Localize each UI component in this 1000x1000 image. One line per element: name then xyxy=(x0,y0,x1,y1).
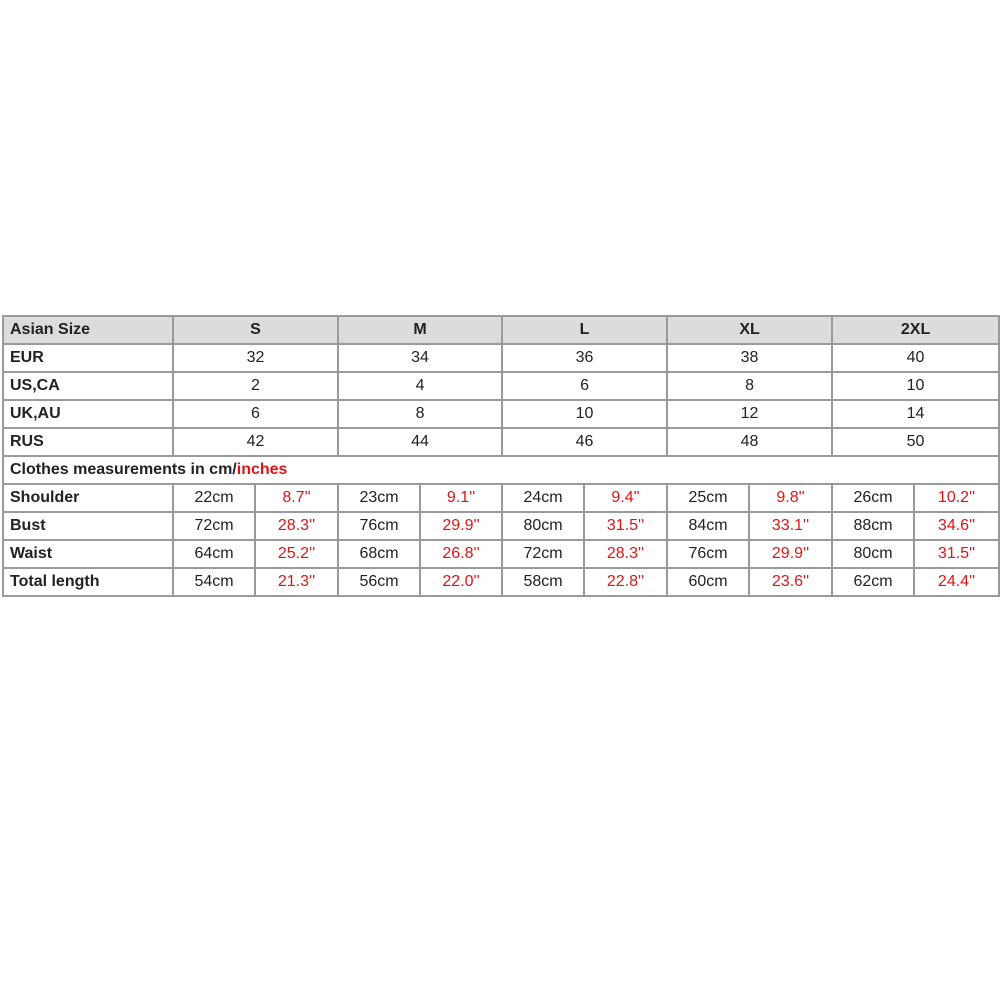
measurement-inch-cell: 25.2'' xyxy=(255,540,338,568)
measurement-row-waist xyxy=(3,540,999,568)
section-title-prefix: Clothes measurements in cm/ xyxy=(10,461,237,478)
conversion-cell: 46 xyxy=(502,428,667,456)
measurement-inch-cell: 31.5'' xyxy=(584,512,667,540)
measurement-cm-cell: 76cm xyxy=(338,512,420,540)
measurement-cm-cell: 26cm xyxy=(832,484,914,512)
conversion-row-eur xyxy=(3,344,999,372)
measurement-cm-cell: 62cm xyxy=(832,568,914,596)
measurement-inch-cell: 22.8'' xyxy=(584,568,667,596)
conversion-cell: 8 xyxy=(667,372,832,400)
measurement-inch-cell: 22.0'' xyxy=(420,568,502,596)
conversion-cell: 48 xyxy=(667,428,832,456)
size-chart-table xyxy=(2,315,1000,597)
measurement-row-label: Bust xyxy=(3,512,173,540)
conversion-cell: 2 xyxy=(173,372,338,400)
conversion-cell: 6 xyxy=(502,372,667,400)
measurement-inch-cell: 8.7'' xyxy=(255,484,338,512)
size-header-m: M xyxy=(338,316,502,344)
conversion-cell: 34 xyxy=(338,344,502,372)
measurement-cm-cell: 58cm xyxy=(502,568,584,596)
measurement-inch-cell: 24.4'' xyxy=(914,568,999,596)
measurement-inch-cell: 21.3'' xyxy=(255,568,338,596)
measurement-inch-cell: 33.1'' xyxy=(749,512,832,540)
conversion-cell: 32 xyxy=(173,344,338,372)
conversion-cell: 38 xyxy=(667,344,832,372)
size-header-l: L xyxy=(502,316,667,344)
measurement-cm-cell: 23cm xyxy=(338,484,420,512)
measurement-cm-cell: 72cm xyxy=(173,512,255,540)
size-header-xl: XL xyxy=(667,316,832,344)
measurements-section-title xyxy=(3,456,999,484)
conversion-cell: 42 xyxy=(173,428,338,456)
measurement-cm-cell: 24cm xyxy=(502,484,584,512)
measurement-inch-cell: 10.2'' xyxy=(914,484,999,512)
measurement-inch-cell: 28.3'' xyxy=(255,512,338,540)
size-header-label: Asian Size xyxy=(3,316,173,344)
size-header-2xl: 2XL xyxy=(832,316,999,344)
measurement-cm-cell: 68cm xyxy=(338,540,420,568)
measurement-cm-cell: 56cm xyxy=(338,568,420,596)
measurement-inch-cell: 9.8'' xyxy=(749,484,832,512)
conversion-cell: 40 xyxy=(832,344,999,372)
conversion-cell: 44 xyxy=(338,428,502,456)
conversion-cell: 10 xyxy=(832,372,999,400)
measurement-cm-cell: 80cm xyxy=(502,512,584,540)
conversion-row-label: EUR xyxy=(3,344,173,372)
conversion-row-label: RUS xyxy=(3,428,173,456)
measurement-row-shoulder xyxy=(3,484,999,512)
conversion-cell: 8 xyxy=(338,400,502,428)
measurement-inch-cell: 28.3'' xyxy=(584,540,667,568)
conversion-row-label: US,CA xyxy=(3,372,173,400)
measurement-inch-cell: 23.6'' xyxy=(749,568,832,596)
size-header-row xyxy=(3,316,999,344)
conversion-cell: 6 xyxy=(173,400,338,428)
measurement-cm-cell: 80cm xyxy=(832,540,914,568)
conversion-cell: 4 xyxy=(338,372,502,400)
conversion-row-rus xyxy=(3,428,999,456)
measurement-inch-cell: 9.1'' xyxy=(420,484,502,512)
measurement-row-label: Waist xyxy=(3,540,173,568)
conversion-cell: 14 xyxy=(832,400,999,428)
measurement-inch-cell: 29.9'' xyxy=(420,512,502,540)
measurement-inch-cell: 29.9'' xyxy=(749,540,832,568)
measurement-cm-cell: 25cm xyxy=(667,484,749,512)
measurement-row-label: Shoulder xyxy=(3,484,173,512)
conversion-cell: 10 xyxy=(502,400,667,428)
conversion-cell: 50 xyxy=(832,428,999,456)
conversion-cell: 36 xyxy=(502,344,667,372)
measurement-cm-cell: 72cm xyxy=(502,540,584,568)
measurement-inch-cell: 26.8'' xyxy=(420,540,502,568)
measurement-cm-cell: 84cm xyxy=(667,512,749,540)
conversion-cell: 12 xyxy=(667,400,832,428)
measurement-inch-cell: 31.5'' xyxy=(914,540,999,568)
conversion-row-label: UK,AU xyxy=(3,400,173,428)
measurement-cm-cell: 60cm xyxy=(667,568,749,596)
measurement-row-total-length xyxy=(3,568,999,596)
conversion-row-us-ca xyxy=(3,372,999,400)
measurement-cm-cell: 54cm xyxy=(173,568,255,596)
measurement-inch-cell: 9.4'' xyxy=(584,484,667,512)
measurement-cm-cell: 64cm xyxy=(173,540,255,568)
measurement-row-label: Total length xyxy=(3,568,173,596)
measurement-cm-cell: 22cm xyxy=(173,484,255,512)
size-header-s: S xyxy=(173,316,338,344)
conversion-row-uk-au xyxy=(3,400,999,428)
measurement-cm-cell: 88cm xyxy=(832,512,914,540)
measurements-section-row xyxy=(3,456,999,484)
measurement-row-bust xyxy=(3,512,999,540)
measurement-inch-cell: 34.6'' xyxy=(914,512,999,540)
measurement-cm-cell: 76cm xyxy=(667,540,749,568)
section-title-highlight: inches xyxy=(236,461,288,478)
